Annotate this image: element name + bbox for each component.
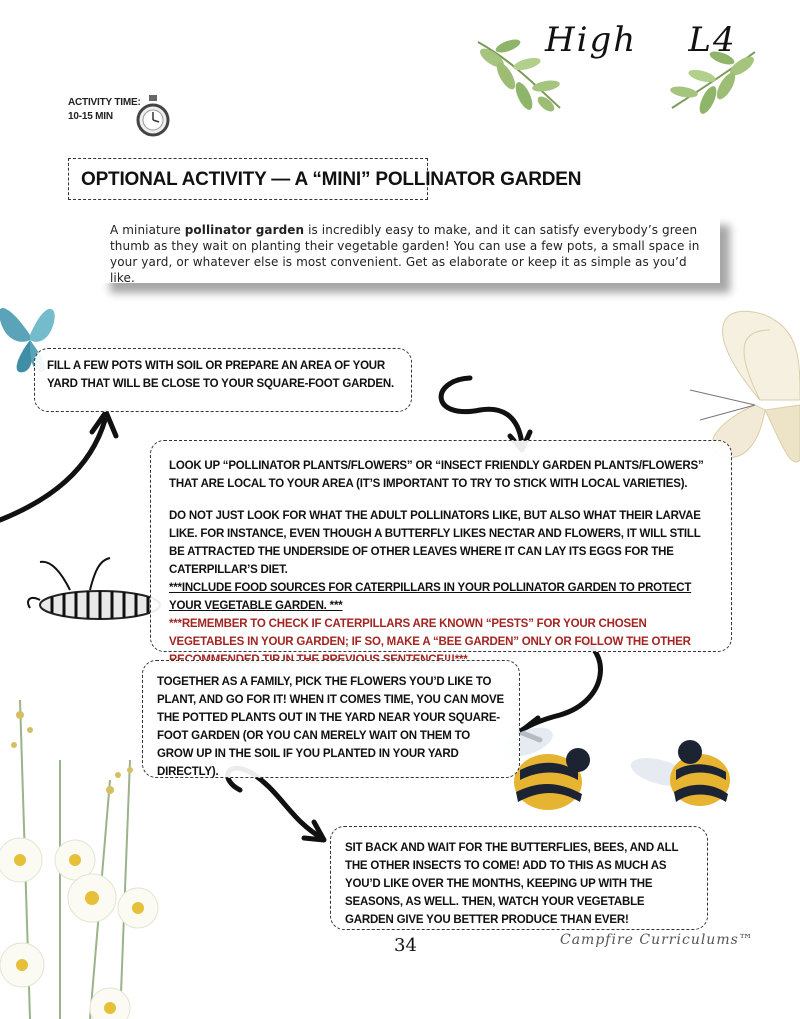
stopwatch-icon	[138, 95, 168, 135]
step-3-box	[142, 660, 520, 778]
page-number: 34	[394, 935, 417, 956]
step-1-box	[34, 348, 412, 412]
intro-bold-term: pollinator garden	[184, 223, 305, 237]
bee-icon	[628, 740, 730, 806]
activity-time	[68, 96, 141, 124]
brand-logo: Campfire Curriculums™	[560, 932, 754, 948]
step-4-text: SIT BACK AND WAIT FOR THE BUTTERFLIES, BEES, AND ALL THE OTHER INSECTS TO COME! ADD TO THIS AS MUCH AS YOU’D LIKE OVER THE MONTHS, KEEPING UP WITH THE SEASONS, AS WELL. THEN, WATCH YOUR VEGETABLE GARDEN GIVE YOU BETTER PRODUCE THAN EVER!	[345, 842, 679, 926]
page-title: OPTIONAL ACTIVITY — A “MINI” POLLINATOR GARDEN	[81, 169, 582, 190]
intro-text-end: is incredibly easy to make, and it can satisfy everybody’s green thumb as they wait on planting their vegetable garden! You can use a few pots, a small space in your yard, or whatever else is most convenient. Get as elaborate or keep it as simple as you’d like.	[110, 223, 700, 285]
intro-paragraph	[100, 215, 720, 283]
step-2-paragraph-1: LOOK UP “POLLINATOR PLANTS/FLOWERS” OR “INSECT FRIENDLY GARDEN PLANTS/FLOWERS” THAT ARE LOCAL TO YOUR AREA (IT’S IMPORTANT TO TRY TO STICK WITH LOCAL VARIETIES).	[169, 460, 704, 490]
step-2-note-caterpillars: ***INCLUDE FOOD SOURCES FOR CATERPILLARS IN YOUR POLLINATOR GARDEN TO PROTECT YOUR VEGETABLE GARDEN. ***	[169, 582, 692, 612]
step-3-text: TOGETHER AS A FAMILY, PICK THE FLOWERS YOU’D LIKE TO PLANT, AND GO FOR IT! WHEN IT COMES TIME, YOU CAN MOVE THE POTTED PLANTS OUT IN THE YARD NEAR YOUR SQUARE-FOOT GARDEN (OR YOU CAN MERELY WAIT ON THEM TO GROW UP IN THE SOIL IF YOU PLANTED IN YOUR YARD DIRECTLY).	[157, 676, 504, 778]
daisy-icon	[0, 700, 158, 1019]
step-2-box	[150, 440, 732, 652]
arrow-icon	[0, 412, 116, 520]
step-1-text: FILL A FEW POTS WITH SOIL OR PREPARE AN AREA OF YOUR YARD THAT WILL BE CLOSE TO YOUR SQUARE-FOOT GARDEN.	[47, 360, 394, 390]
step-4-box	[330, 826, 708, 930]
step-2-paragraph-2: DO NOT JUST LOOK FOR WHAT THE ADULT POLLINATORS LIKE, BUT ALSO WHAT THEIR LARVAE LIKE. FOR INSTANCE, EVEN THOUGH A BUTTERFLY LIKES NECTAR AND FLOWERS, IT WILL STILL BE ATTRACTED THE UNDERSIDE OF OTHER LEAVES WHERE IT CAN LAY ITS EGGS FOR THE CATERPILLAR’S DIET.	[169, 510, 701, 576]
level-tag: High L4	[545, 20, 737, 60]
caterpillar-icon	[28, 558, 160, 619]
step-2-warning-note: ***REMEMBER TO CHECK IF CATERPILLARS ARE KNOWN “PESTS” FOR YOUR CHOSEN VEGETABLES IN YOUR GARDEN; IF SO, MAKE A “BEE GARDEN” ONLY OR FOLLOW THE OTHER	[169, 618, 691, 648]
activity-time-value: 10-15 MIN	[68, 111, 113, 122]
title-box	[68, 158, 582, 200]
activity-time-label: ACTIVITY TIME:	[68, 97, 141, 108]
intro-text-start: A miniature	[110, 223, 185, 237]
